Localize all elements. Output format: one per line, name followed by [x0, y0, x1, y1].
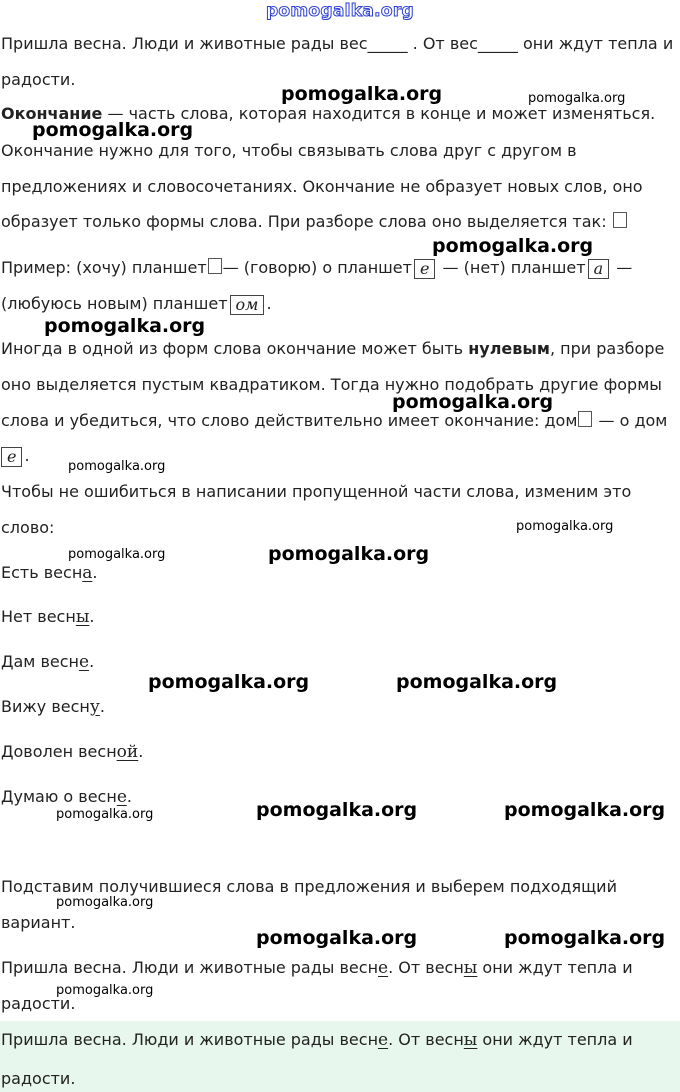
- ending-box: ом: [230, 295, 265, 315]
- example-line-1: [1, 258, 632, 279]
- watermark: pomogalka.org: [268, 543, 430, 565]
- form-line: [1, 563, 98, 583]
- definition-text: образует только формы слова. При разборе слова оно выделяется так:: [1, 212, 607, 231]
- ending-square-icon: [613, 212, 627, 228]
- form-stem: Доволен весн: [1, 742, 117, 761]
- form-stem: Есть весн: [1, 563, 83, 582]
- watermark: pomogalka.org: [392, 391, 554, 413]
- substitute-line-4: радости.: [1, 994, 76, 1013]
- zero-text: Иногда в одной из форм слова окончание может быть: [1, 339, 469, 358]
- sentence-text: Пришла весна. Люди и животные рады весн: [1, 958, 379, 977]
- substitute-line-1: Подставим получившиеся слова в предложения и выберем подходящий: [1, 877, 617, 896]
- term: Окончание: [1, 104, 103, 123]
- form-stem: Дам весн: [1, 652, 79, 671]
- answer-text: Пришла весна. Люди и животные рады весн: [1, 1030, 379, 1049]
- form-tail: .: [126, 787, 132, 806]
- watermark: pomogalka.org: [504, 799, 666, 821]
- watermark: pomogalka.org: [68, 459, 166, 474]
- answer-ending: ы: [463, 1030, 478, 1050]
- watermark: pomogalka.org: [56, 895, 154, 910]
- definition-line-2: Окончание нужно для того, чтобы связывать слова друг с другом в: [1, 141, 577, 160]
- zero-ending-square-icon: [578, 411, 592, 427]
- definition-line-3: предложениях и словосочетаниях. Окончание не образует новых слов, оно: [1, 177, 643, 196]
- form-ending: ы: [75, 607, 90, 627]
- task-line-1: Пришла весна. Люди и животные рады вес_____ . От вес_____ они ждут тепла и: [1, 34, 674, 53]
- watermark: pomogalka.org: [32, 119, 194, 141]
- zero-text: .: [24, 446, 30, 465]
- zero-text: — о дом: [593, 411, 668, 430]
- substitute-line-2: вариант.: [1, 913, 76, 932]
- form-ending: е: [378, 958, 389, 978]
- definition-line-4: [1, 212, 628, 232]
- watermark: pomogalka.org: [148, 671, 310, 693]
- zero-text: слова и убедиться, что слово действительно имеет окончание: дом: [1, 411, 578, 430]
- zero-term: нулевым: [468, 339, 550, 358]
- sentence-text: . От весн: [388, 958, 464, 977]
- answer-ending: е: [378, 1030, 389, 1050]
- watermark: pomogalka.org: [528, 91, 626, 106]
- ending-box: а: [588, 259, 610, 279]
- form-line: [1, 652, 94, 672]
- example-text: — (нет) планшет: [437, 258, 586, 277]
- zero-ending-line-2: оно выделяется пустым квадратиком. Тогда нужно подобрать другие формы: [1, 375, 662, 394]
- zero-text: , при разборе: [549, 339, 665, 358]
- site-logo: pomogalka.org: [265, 1, 415, 21]
- zero-ending-line-1: [1, 339, 664, 359]
- watermark: pomogalka.org: [56, 983, 154, 998]
- form-ending: е: [116, 787, 127, 807]
- answer-line-2: радости.: [1, 1069, 76, 1088]
- answer-block: [0, 1021, 680, 1092]
- watermark: pomogalka.org: [256, 799, 418, 821]
- zero-ending-line-3: [1, 411, 667, 431]
- watermark: pomogalka.org: [504, 927, 666, 949]
- form-line: [1, 742, 143, 762]
- example-text: (любуюсь новым) планшет: [1, 294, 228, 313]
- form-tail: .: [92, 563, 98, 582]
- form-tail: .: [99, 697, 105, 716]
- watermark: pomogalka.org: [281, 83, 443, 105]
- substitute-line-3: [1, 958, 633, 978]
- definition-text: — часть слова, которая находится в конце и может изменяться.: [102, 104, 656, 123]
- example-text: Пример: (хочу) планшет: [1, 258, 207, 277]
- form-ending: ой: [116, 742, 139, 762]
- watermark: pomogalka.org: [432, 235, 594, 257]
- watermark: pomogalka.org: [256, 927, 418, 949]
- watermark: pomogalka.org: [68, 547, 166, 562]
- watermark: pomogalka.org: [44, 315, 206, 337]
- form-stem: Нет весн: [1, 607, 76, 626]
- answer-text: . От весн: [388, 1030, 464, 1049]
- sentence-text: они ждут тепла и: [477, 958, 633, 977]
- form-stem: Думаю о весн: [1, 787, 117, 806]
- watermark: pomogalka.org: [396, 671, 558, 693]
- form-tail: .: [89, 607, 95, 626]
- example-line-2: [1, 294, 272, 315]
- form-ending: е: [79, 652, 90, 672]
- change-line-2: слово:: [1, 518, 55, 537]
- ending-box: е: [1, 447, 22, 467]
- example-text: .: [266, 294, 272, 313]
- ending-box: е: [414, 259, 435, 279]
- form-ending: ы: [463, 958, 478, 978]
- change-line-1: Чтобы не ошибиться в написании пропущенной части слова, изменим это: [1, 482, 632, 501]
- answer-text: они ждут тепла и: [477, 1030, 633, 1049]
- example-text: —: [611, 258, 633, 277]
- form-line: [1, 697, 105, 717]
- form-line: [1, 607, 94, 627]
- form-line: [1, 787, 132, 807]
- example-text: — (говорю) о планшет: [222, 258, 412, 277]
- form-ending: а: [82, 563, 93, 583]
- watermark: pomogalka.org: [516, 519, 614, 534]
- form-ending: у: [89, 697, 100, 717]
- form-stem: Вижу весн: [1, 697, 90, 716]
- zero-ending-line-4: [1, 446, 30, 467]
- watermark: pomogalka.org: [56, 807, 154, 822]
- zero-ending-square-icon: [208, 258, 222, 274]
- answer-line-1: [1, 1030, 633, 1050]
- form-tail: .: [89, 652, 95, 671]
- form-tail: .: [138, 742, 144, 761]
- task-line-2: радости.: [1, 70, 76, 89]
